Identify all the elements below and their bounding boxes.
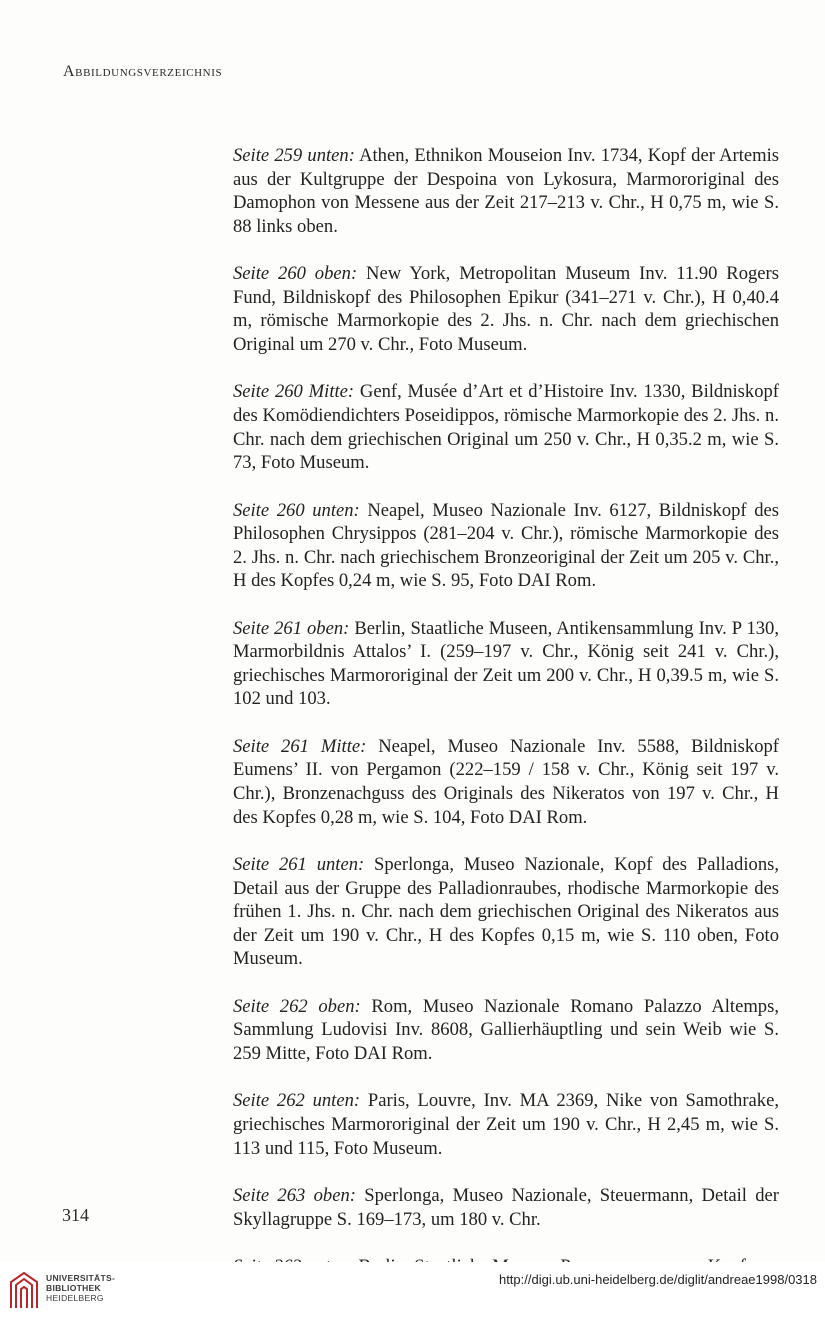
entry-ref: Seite 262 unten: — [233, 1090, 361, 1112]
entry-text: Neapel, Museo Nazionale Inv. 6127, Bildniskopf des Philosophen Chrysippos (281–204 v. Chr.), römische Marmorkopie des 2. Jhs. n. Chr. nach griechischem Bronzeoriginal der Zeit um 205 v. Chr., H des Kopfes 0,24 m, wie S. 95, Foto DAI Rom. — [233, 499, 779, 592]
list-item — [233, 499, 779, 593]
entry-text: Sperlonga, Museo Nazionale, Steuermann, Detail der Skyllagruppe S. 169–173, um 180 v. Chr. — [233, 1184, 779, 1230]
list-item — [233, 995, 779, 1066]
footer-bar — [0, 1262, 825, 1321]
list-item — [233, 1089, 779, 1160]
ub-heidelberg-logo-icon — [8, 1270, 40, 1310]
entry-text: Genf, Musée d’Art et d’Histoire Inv. 1330, Bildniskopf des Komödiendichters Poseidippos, römische Marmorkopie des 2. Jhs. n. Chr. nach dem griechischen Original um 250 v. Chr., H 0,35.2 m, wie S. 73, Foto Museum. — [233, 381, 779, 474]
entry-ref: Seite 261 unten: — [233, 854, 365, 876]
library-name-line2: BIBLIOTHEK — [46, 1283, 101, 1293]
entry-ref: Seite 261 Mitte: — [233, 735, 367, 757]
list-item — [233, 380, 779, 474]
entry-text: Sperlonga, Museo Nazionale, Kopf des Palladions, Detail aus der Gruppe des Palladionraubes, rhodische Marmorkopie des frühen 1. Jhs. n. Chr. nach dem griechischen Original des Nikeratos aus der Zeit um 190 v. Chr., H des Kopfes 0,15 m, wie S. 110 oben, Foto Museum. — [233, 854, 779, 970]
entry-ref: Seite 262 oben: — [233, 995, 361, 1017]
entry-ref: Seite 263 oben: — [233, 1184, 356, 1206]
running-head: Abbildungsverzeichnis — [63, 63, 223, 80]
entry-text: Athen, Ethnikon Mouseion Inv. 1734, Kopf der Artemis aus der Kultgruppe der Despoina von Lykosura, Marmororiginal des Damophon von Messene aus der Zeit 217–213 v. Chr., H 0,75 m, wie S. 88 links oben. — [233, 145, 779, 237]
list-item — [233, 1184, 779, 1231]
entry-text: Rom, Museo Nazionale Romano Palazzo Altemps, Sammlung Ludovisi Inv. 8608, Gallierhäuptling und sein Weib wie S. 259 Mitte, Foto DAI Rom. — [233, 995, 779, 1064]
list-item — [233, 853, 779, 971]
entry-ref: Seite 260 unten: — [233, 499, 360, 521]
entry-ref: Seite 259 unten: — [233, 145, 355, 166]
entry-ref: Seite 260 Mitte: — [233, 381, 355, 403]
entry-text: Paris, Louvre, Inv. MA 2369, Nike von Samothrake, griechisches Marmororiginal der Zeit um 190 v. Chr., H 2,45 m, wie S. 113 und 115, Foto Museum. — [233, 1090, 779, 1159]
list-item — [233, 617, 779, 711]
entry-text: Neapel, Museo Nazionale Inv. 5588, Bildniskopf Eumens’ II. von Pergamon (222–159 / 158 v. Chr., König seit 197 v. Chr.), Bronzenachguss des Originals des Nikeratos von 197 v. Chr., H des Kopfes 0,28 m, wie S. 104, Foto DAI Rom. — [233, 735, 779, 828]
entry-ref: Seite 261 oben: — [233, 617, 350, 639]
library-name-line1: UNIVERSITÄTS- — [46, 1273, 116, 1283]
library-name-line3: HEIDELBERG — [46, 1293, 104, 1303]
list-item — [233, 262, 779, 356]
entry-text: Berlin, Staatliche Museen, Antikensammlung Inv. P 130, Marmorbildnis Attalos’ I. (259–197 v. Chr., König seit 241 v. Chr.), griechisches Marmororiginal der Zeit um 200 v. Chr., H 0,39.5 m, wie S. 102 und 103. — [233, 617, 779, 710]
entry-text: New York, Metropolitan Museum Inv. 11.90 Rogers Fund, Bildniskopf des Philosophen Epikur (341–271 v. Chr.), H 0,40.4 m, römische Marmorkopie des 2. Jhs. n. Chr. nach dem griechischen Original um 270 v. Chr., Foto Museum. — [233, 263, 779, 355]
source-url-link[interactable]: http://digi.ub.uni-heidelberg.de/diglit/andreae1998/0318 — [498, 1272, 817, 1287]
entry-ref: Seite 260 oben: — [233, 263, 358, 285]
library-name — [46, 1273, 115, 1303]
list-item — [233, 144, 779, 238]
list-item — [233, 735, 779, 829]
page-number: 314 — [62, 1205, 89, 1225]
figure-list — [233, 144, 779, 1302]
